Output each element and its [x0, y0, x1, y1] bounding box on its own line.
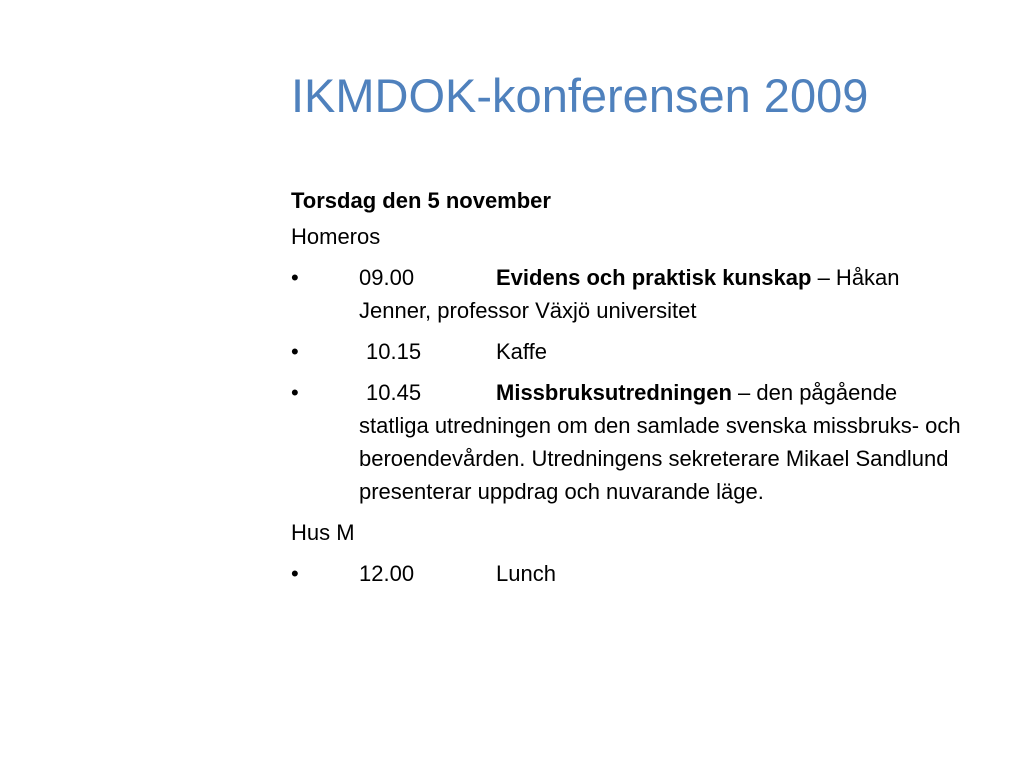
agenda-item-text: [359, 335, 971, 368]
agenda-item: [291, 335, 971, 368]
bullet-icon: •: [291, 265, 299, 290]
agenda-item-description: Kaffe: [496, 339, 547, 364]
agenda-item-description: – den pågående statliga utredningen om den samlade svenska missbruks- och beroendevården. Utredningens sekreterare Mikael Sandlund presenterar uppdrag och nuvarande läge.: [359, 380, 961, 504]
agenda-item-time: 10.15: [366, 339, 422, 364]
agenda-item-time: 09.00: [359, 265, 415, 290]
agenda-item-text: [359, 261, 971, 327]
agenda-item-topic: Evidens och praktisk kunskap: [496, 265, 812, 290]
bullet-icon: •: [291, 380, 299, 405]
slide-title: IKMDOK-konferensen 2009: [291, 69, 869, 122]
bullet-icon: •: [291, 561, 299, 586]
agenda-content: [291, 184, 971, 598]
agenda-item-text: [359, 376, 971, 508]
agenda-item-time: 12.00: [359, 561, 415, 586]
agenda-item-topic: Missbruksutredningen: [496, 380, 732, 405]
bullet-icon: •: [291, 339, 299, 364]
agenda-item: [291, 261, 971, 327]
agenda-item-description: – Håkan Jenner, professor Växjö universitet: [359, 265, 900, 323]
location-label: Hus M: [291, 520, 355, 545]
agenda-item: [291, 376, 971, 508]
agenda-item-description: Lunch: [496, 561, 556, 586]
day-heading: Torsdag den 5 november: [291, 188, 551, 213]
agenda-item: [291, 557, 971, 590]
agenda-item-time: 10.45: [366, 380, 422, 405]
agenda-item-text: [359, 557, 971, 590]
location-label: Homeros: [291, 224, 381, 249]
